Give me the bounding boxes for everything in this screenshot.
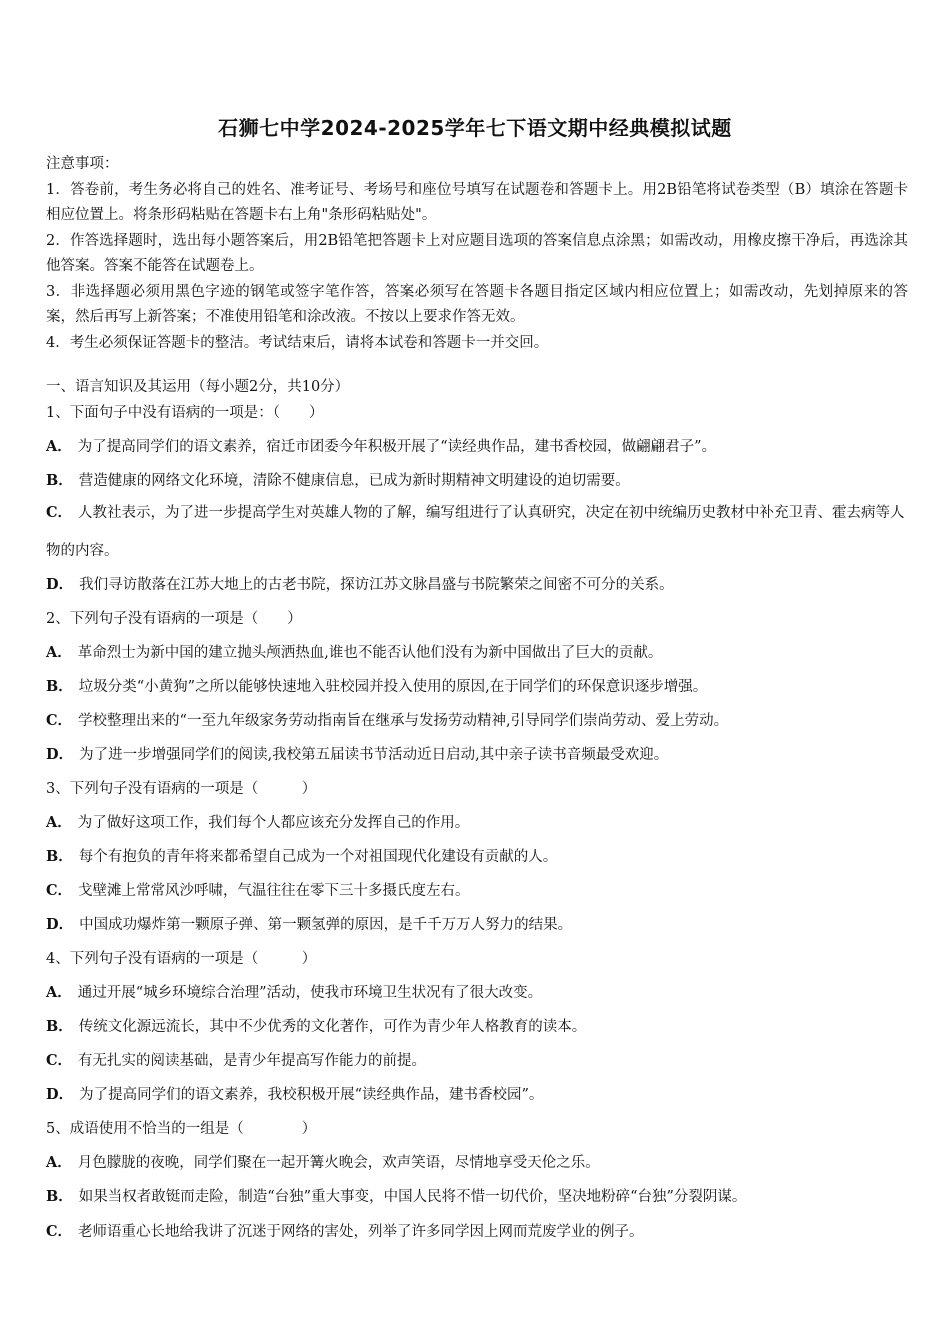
option-text: 垃圾分类“小黄狗”之所以能够快速地入驻校园并投入使用的原因,在于同学们的环保意识逐步增强。 — [78, 679, 708, 695]
question-option — [46, 435, 908, 456]
option-text: 戈壁滩上常常风沙呼啸，气温往往在零下三十多摄氏度左右。 — [78, 883, 470, 899]
option-letter: D． — [46, 1086, 74, 1103]
question-option — [46, 1185, 908, 1206]
question-option — [46, 1220, 908, 1241]
notice-block — [46, 152, 908, 356]
option-letter: D． — [46, 746, 74, 763]
option-letter: D． — [46, 916, 74, 933]
option-text: 老师语重心长地给我讲了沉迷于网络的害处，列举了许多同学因上网而荒废学业的例子。 — [78, 1224, 644, 1240]
option-text: 通过开展“城乡环境综合治理”活动，使我市环境卫生状况有了很大改变。 — [77, 985, 543, 1001]
question-option — [46, 981, 908, 1002]
option-letter: B． — [46, 848, 73, 865]
notice-item: 2．作答选择题时，选出每小题答案后，用2B铅笔把答题卡上对应题目选项的答案信息点涂黑；如需改动，用橡皮擦干净后，再选涂其他答案。答案不能答在试题卷上。 — [46, 232, 908, 274]
notice-item: 4．考生必须保证答题卡的整洁。考试结束后，请将本试卷和答题卡一并交回。 — [46, 334, 549, 351]
question-option — [46, 1151, 908, 1172]
option-text: 人教社表示，为了进一步提高学生对英雄人物的了解，编写组进行了认真研究，决定在初中统编历史教材中补充卫青、霍去病等人物的内容。 — [46, 505, 905, 559]
question-option — [46, 913, 908, 934]
option-text: 学校整理出来的“一至九年级家务劳动指南旨在继承与发扬劳动精神,引导同学们崇尚劳动、爱上劳动。 — [78, 713, 729, 729]
option-letter: B． — [46, 1188, 73, 1205]
option-letter: A． — [46, 984, 72, 1001]
question-option — [46, 469, 908, 490]
option-text: 革命烈士为新中国的建立抛头颅洒热血,谁也不能否认他们没有为新中国做出了巨大的贡献。 — [77, 645, 663, 661]
option-text: 每个有抱负的青年将来都希望自己成为一个对祖国现代化建设有贡献的人。 — [78, 849, 558, 865]
option-letter: A． — [46, 644, 72, 661]
option-letter: B． — [46, 472, 73, 489]
option-letter: A． — [46, 438, 72, 455]
question-stem: 4、下列句子没有语病的一项是（ ） — [46, 951, 317, 967]
notice-item: 1．答卷前，考生务必将自己的姓名、准考证号、考场号和座位号填写在试题卷和答题卡上。用2B铅笔将试卷类型（B）填涂在答题卡相应位置上。将条形码粘贴在答题卡右上角"条形码粘贴处"。 — [46, 181, 908, 223]
option-text: 月色朦胧的夜晚，同学们聚在一起开篝火晚会，欢声笑语，尽情地享受天伦之乐。 — [77, 1155, 600, 1171]
question-option — [46, 879, 908, 900]
option-text: 中国成功爆炸第一颗原子弹、第一颗氢弹的原因，是千千万万人努力的结果。 — [79, 917, 573, 933]
notice-item: 3．非选择题必须用黑色字迹的钢笔或签字笔作答，答案必须写在答题卡各题目指定区域内相应位置上；如需改动，先划掉原来的答案，然后再写上新答案；不准使用铅笔和涂改液。不按以上要求作答无效。 — [46, 283, 908, 325]
question-option — [46, 1015, 908, 1036]
question-option — [46, 641, 908, 662]
question-stem: 2、下列句子没有语病的一项是（ ） — [46, 611, 302, 627]
question-stem: 3、下列句子没有语病的一项是（ ） — [46, 781, 317, 797]
option-text: 有无扎实的阅读基础，是青少年提高写作能力的前提。 — [78, 1053, 427, 1069]
question-option — [46, 845, 908, 866]
option-letter: B． — [46, 678, 73, 695]
notice-heading: 注意事项： — [46, 156, 119, 172]
option-letter: A． — [46, 814, 72, 831]
option-text: 我们寻访散落在江苏大地上的古老书院，探访江苏文脉昌盛与书院繁荣之间密不可分的关系。 — [79, 577, 674, 593]
question-option — [46, 811, 908, 832]
option-text: 为了进一步增强同学们的阅读,我校第五届读书节活动近日启动,其中亲子读书音频最受欢迎。 — [79, 747, 669, 763]
option-text: 为了提高同学们的语文素养，宿迁市团委今年积极开展了“读经典作品，建书香校园，做翩翩君子”。 — [77, 439, 717, 455]
option-text: 为了提高同学们的语文素养，我校积极开展“读经典作品，建书香校园”。 — [79, 1087, 544, 1103]
question-option — [46, 573, 908, 594]
question-option — [46, 1049, 908, 1070]
option-letter: C． — [46, 504, 73, 521]
question-option — [46, 675, 908, 696]
option-letter: B． — [46, 1018, 73, 1035]
option-letter: D． — [46, 576, 74, 593]
option-text: 如果当权者敢铤而走险，制造“台独”重大事变，中国人民将不惜一切代价，坚决地粉碎“台独”分裂阴谋。 — [78, 1189, 747, 1205]
question-stem: 5、成语使用不恰当的一组是（ ） — [46, 1121, 317, 1137]
option-text: 营造健康的网络文化环境，清除不健康信息，已成为新时期精神文明建设的迫切需要。 — [78, 473, 630, 489]
option-letter: C． — [46, 1052, 73, 1069]
question-option — [46, 709, 908, 730]
question-stem: 1、下面句子中没有语病的一项是：（ ） — [46, 405, 324, 421]
question-option — [46, 1083, 908, 1104]
option-letter: C． — [46, 882, 73, 899]
option-letter: C． — [46, 1223, 73, 1240]
option-text: 为了做好这项工作，我们每个人都应该充分发挥自己的作用。 — [77, 815, 470, 831]
option-letter: C． — [46, 712, 73, 729]
option-letter: A． — [46, 1154, 72, 1171]
section-heading: 一、语言知识及其运用（每小题2分，共10分） — [46, 379, 350, 395]
option-text: 传统文化源远流长，其中不少优秀的文化著作，可作为青少年人格教育的读本。 — [78, 1019, 587, 1035]
question-option — [46, 494, 908, 570]
page-title: 石狮七中学2024-2025学年七下语文期中经典模拟试题 — [218, 116, 732, 140]
question-option — [46, 743, 908, 764]
